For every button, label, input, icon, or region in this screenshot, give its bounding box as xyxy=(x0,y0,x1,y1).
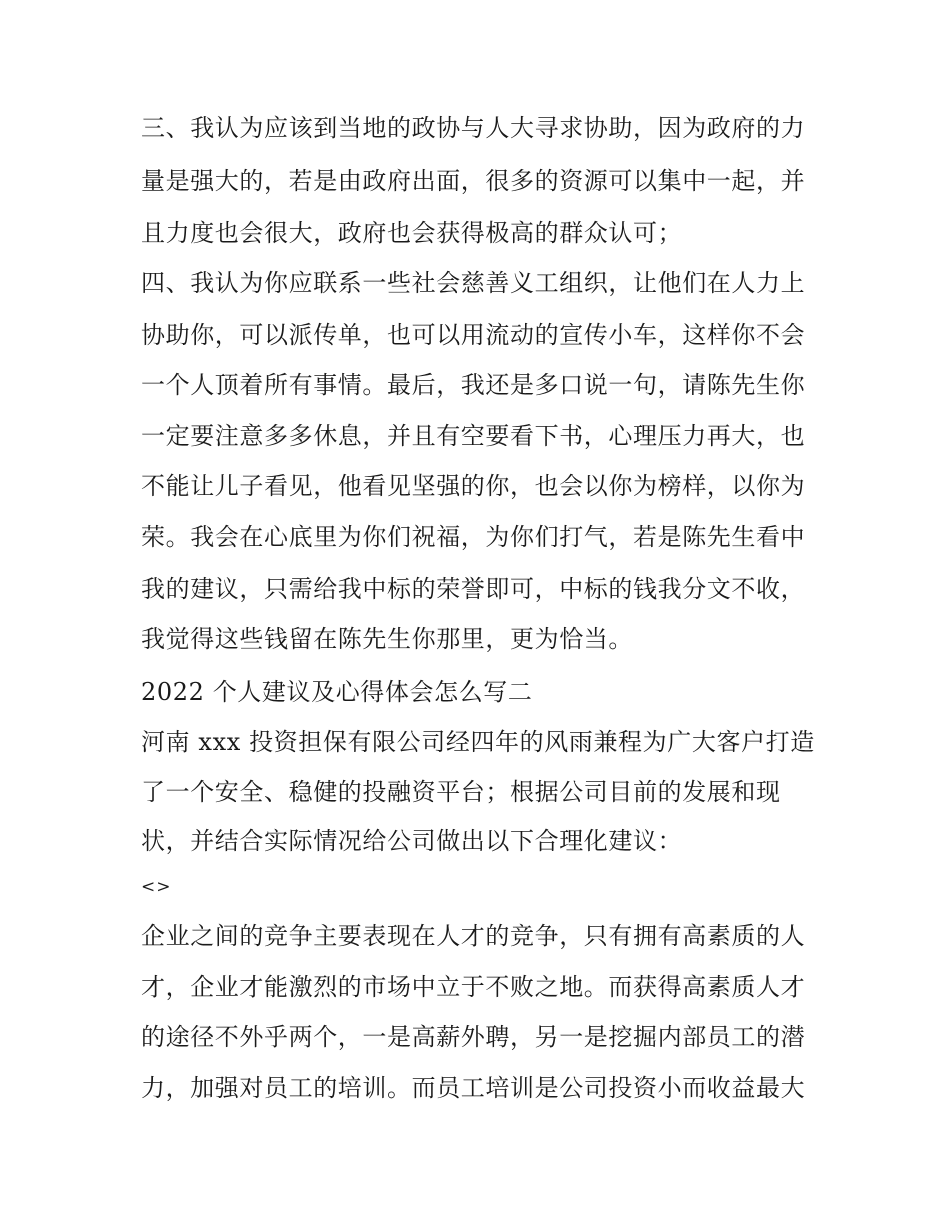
text-line: 一个人顶着所有事情。最后，我还是多口说一句，请陈先生你 xyxy=(141,371,806,399)
text-line: 四、我认为你应联系一些社会慈善义工组织，让他们在人力上 xyxy=(141,269,806,297)
text-line: 的途径不外乎两个，一是高薪外聘，另一是挖掘内部员工的潜 xyxy=(141,1023,806,1051)
text-line: 企业之间的竞争主要表现在人才的竞争，只有拥有高素质的人 xyxy=(141,922,806,950)
text-line: 一定要注意多多休息，并且有空要看下书，心理压力再大，也 xyxy=(141,422,806,450)
placeholder-mark: <> xyxy=(141,877,172,897)
text-line: 力，加强对员工的培训。而员工培训是公司投资小而收益最大 xyxy=(141,1074,806,1102)
section-heading: 2022 个人建议及心得体会怎么写二 xyxy=(141,678,533,706)
text-line: 我的建议，只需给我中标的荣誉即可，中标的钱我分文不收， xyxy=(141,575,806,603)
text-line: 不能让儿子看见，他看见坚强的你，也会以你为榜样，以你为 xyxy=(141,472,806,500)
text-line: 我觉得这些钱留在陈先生你那里，更为恰当。 xyxy=(141,625,633,653)
text-line: 协助你，可以派传单，也可以用流动的宣传小车，这样你不会 xyxy=(141,321,806,349)
text-line: 荣。我会在心底里为你们祝福，为你们打气，若是陈先生看中 xyxy=(141,523,806,551)
text-line: 量是强大的，若是由政府出面，很多的资源可以集中一起，并 xyxy=(141,167,806,195)
text-line: 了一个安全、稳健的投融资平台；根据公司目前的发展和现 xyxy=(141,778,781,806)
text-line: 状，并结合实际情况给公司做出以下合理化建议： xyxy=(141,827,683,855)
text-line: 三、我认为应该到当地的政协与人大寻求协助，因为政府的力 xyxy=(141,114,806,142)
text-line: 才，企业才能激烈的市场中立于不败之地。而获得高素质人才 xyxy=(141,973,806,1001)
text-line: 河南 xxx 投资担保有限公司经四年的风雨兼程为广大客户打造 xyxy=(141,728,815,756)
text-line: 且力度也会很大，政府也会获得极高的群众认可； xyxy=(141,219,683,247)
